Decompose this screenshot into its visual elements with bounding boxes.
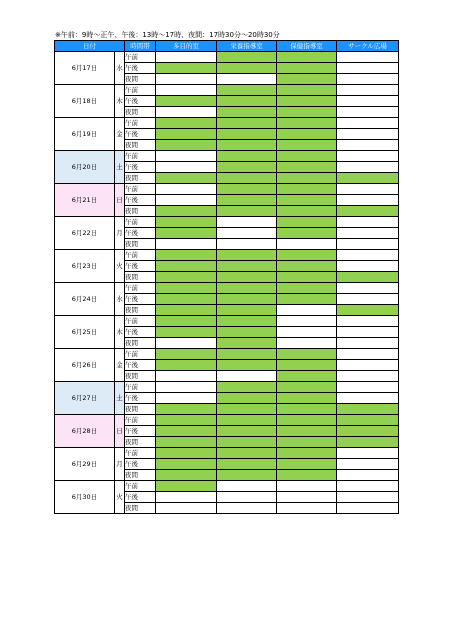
availability-cell-health: [277, 129, 337, 140]
availability-cell-multipurpose: [156, 316, 217, 327]
date-cell: 6月27日: [55, 382, 115, 415]
availability-cell-health: [277, 52, 337, 63]
time-slot-cell: 午後: [125, 96, 156, 107]
availability-cell-nutrition: [217, 415, 277, 426]
availability-cell-multipurpose: [156, 481, 217, 492]
availability-cell-circle: [337, 382, 399, 393]
date-cell: 6月18日: [55, 85, 115, 118]
availability-cell-health: [277, 272, 337, 283]
availability-cell-circle: [337, 184, 399, 195]
time-slot-cell: 午前: [125, 151, 156, 162]
availability-cell-nutrition: [217, 338, 277, 349]
time-slot-cell: 午後: [125, 360, 156, 371]
date-cell: 6月21日: [55, 184, 115, 217]
table-row: [55, 349, 399, 360]
header-time-slot: 時間帯: [125, 41, 156, 52]
availability-cell-multipurpose: [156, 349, 217, 360]
availability-cell-nutrition: [217, 162, 277, 173]
time-slot-cell: 午前: [125, 52, 156, 63]
time-slot-cell: 午後: [125, 294, 156, 305]
time-slot-cell: 午前: [125, 481, 156, 492]
time-slot-cell: 午後: [125, 327, 156, 338]
availability-cell-multipurpose: [156, 206, 217, 217]
availability-cell-multipurpose: [156, 140, 217, 151]
availability-cell-health: [277, 261, 337, 272]
availability-cell-nutrition: [217, 151, 277, 162]
availability-cell-health: [277, 162, 337, 173]
header-date: 日付: [55, 41, 125, 52]
time-slot-cell: 夜間: [125, 404, 156, 415]
time-slot-cell: 午後: [125, 228, 156, 239]
availability-cell-nutrition: [217, 426, 277, 437]
date-cell: 6月28日: [55, 415, 115, 448]
availability-cell-nutrition: [217, 173, 277, 184]
availability-cell-circle: [337, 371, 399, 382]
weekday-cell: 木: [115, 85, 125, 118]
availability-cell-nutrition: [217, 63, 277, 74]
header-room-health: 保健指導室: [277, 41, 337, 52]
date-cell: 6月24日: [55, 283, 115, 316]
availability-cell-circle: [337, 316, 399, 327]
availability-cell-circle: [337, 349, 399, 360]
availability-cell-health: [277, 63, 337, 74]
table-row: [55, 118, 399, 129]
time-slot-cell: 午前: [125, 415, 156, 426]
availability-cell-multipurpose: [156, 151, 217, 162]
time-slot-cell: 夜間: [125, 338, 156, 349]
table-row: [55, 382, 399, 393]
availability-cell-multipurpose: [156, 283, 217, 294]
availability-cell-multipurpose: [156, 107, 217, 118]
weekday-cell: 土: [115, 382, 125, 415]
time-slot-cell: 午後: [125, 129, 156, 140]
date-cell: 6月25日: [55, 316, 115, 349]
availability-cell-multipurpose: [156, 272, 217, 283]
availability-cell-nutrition: [217, 492, 277, 503]
availability-cell-health: [277, 305, 337, 316]
availability-cell-circle: [337, 338, 399, 349]
availability-cell-circle: [337, 195, 399, 206]
availability-cell-health: [277, 415, 337, 426]
availability-cell-nutrition: [217, 448, 277, 459]
time-slot-cell: 夜間: [125, 503, 156, 514]
availability-cell-circle: [337, 107, 399, 118]
time-slot-cell: 夜間: [125, 173, 156, 184]
time-slot-cell: 午前: [125, 184, 156, 195]
availability-cell-health: [277, 85, 337, 96]
weekday-cell: 土: [115, 151, 125, 184]
weekday-cell: 日: [115, 415, 125, 448]
time-slot-cell: 午前: [125, 448, 156, 459]
weekday-cell: 金: [115, 118, 125, 151]
availability-cell-circle: [337, 151, 399, 162]
availability-cell-health: [277, 96, 337, 107]
availability-cell-nutrition: [217, 140, 277, 151]
availability-cell-health: [277, 360, 337, 371]
availability-cell-nutrition: [217, 239, 277, 250]
availability-cell-nutrition: [217, 217, 277, 228]
availability-cell-circle: [337, 96, 399, 107]
availability-cell-health: [277, 206, 337, 217]
availability-cell-circle: [337, 492, 399, 503]
header-row: [55, 41, 399, 52]
availability-cell-circle: [337, 272, 399, 283]
availability-cell-health: [277, 371, 337, 382]
time-slot-cell: 午前: [125, 349, 156, 360]
availability-cell-multipurpose: [156, 85, 217, 96]
time-slot-note: ※午前：9時〜正午、午後：13時〜17時、夜間：17時30分〜20時30分: [55, 31, 280, 39]
availability-cell-nutrition: [217, 206, 277, 217]
availability-cell-multipurpose: [156, 173, 217, 184]
availability-cell-multipurpose: [156, 371, 217, 382]
availability-cell-health: [277, 195, 337, 206]
table-row: [55, 283, 399, 294]
availability-cell-health: [277, 349, 337, 360]
availability-cell-circle: [337, 305, 399, 316]
availability-cell-circle: [337, 448, 399, 459]
date-cell: 6月30日: [55, 481, 115, 514]
availability-cell-nutrition: [217, 382, 277, 393]
availability-cell-circle: [337, 327, 399, 338]
availability-cell-multipurpose: [156, 294, 217, 305]
header-room-multipurpose: 多目的室: [156, 41, 217, 52]
availability-cell-nutrition: [217, 503, 277, 514]
availability-cell-nutrition: [217, 250, 277, 261]
availability-cell-nutrition: [217, 437, 277, 448]
availability-cell-nutrition: [217, 371, 277, 382]
availability-cell-health: [277, 184, 337, 195]
availability-cell-circle: [337, 426, 399, 437]
availability-cell-nutrition: [217, 404, 277, 415]
availability-cell-multipurpose: [156, 217, 217, 228]
availability-cell-health: [277, 173, 337, 184]
time-slot-cell: 午前: [125, 382, 156, 393]
availability-cell-health: [277, 426, 337, 437]
table-row: [55, 217, 399, 228]
availability-cell-health: [277, 393, 337, 404]
availability-cell-multipurpose: [156, 393, 217, 404]
table-row: [55, 184, 399, 195]
availability-cell-circle: [337, 250, 399, 261]
availability-cell-circle: [337, 415, 399, 426]
availability-cell-multipurpose: [156, 492, 217, 503]
weekday-cell: 水: [115, 52, 125, 85]
availability-cell-multipurpose: [156, 448, 217, 459]
availability-cell-circle: [337, 52, 399, 63]
date-cell: 6月26日: [55, 349, 115, 382]
availability-cell-circle: [337, 217, 399, 228]
table-row: [55, 151, 399, 162]
time-slot-cell: 午前: [125, 118, 156, 129]
availability-cell-multipurpose: [156, 426, 217, 437]
weekday-cell: 日: [115, 184, 125, 217]
table-row: [55, 316, 399, 327]
availability-cell-health: [277, 503, 337, 514]
availability-cell-nutrition: [217, 481, 277, 492]
availability-cell-multipurpose: [156, 470, 217, 481]
availability-cell-health: [277, 481, 337, 492]
availability-cell-circle: [337, 129, 399, 140]
availability-cell-nutrition: [217, 118, 277, 129]
availability-cell-multipurpose: [156, 52, 217, 63]
availability-cell-nutrition: [217, 360, 277, 371]
availability-cell-nutrition: [217, 52, 277, 63]
availability-cell-nutrition: [217, 305, 277, 316]
time-slot-cell: 午後: [125, 459, 156, 470]
availability-cell-multipurpose: [156, 503, 217, 514]
weekday-cell: 火: [115, 250, 125, 283]
availability-cell-multipurpose: [156, 74, 217, 85]
time-slot-cell: 午前: [125, 85, 156, 96]
availability-cell-nutrition: [217, 195, 277, 206]
availability-cell-health: [277, 74, 337, 85]
time-slot-cell: 午前: [125, 283, 156, 294]
schedule-table: [54, 40, 399, 514]
availability-cell-circle: [337, 294, 399, 305]
availability-cell-health: [277, 239, 337, 250]
weekday-cell: 水: [115, 283, 125, 316]
availability-cell-health: [277, 470, 337, 481]
availability-cell-nutrition: [217, 261, 277, 272]
availability-cell-nutrition: [217, 393, 277, 404]
weekday-cell: 月: [115, 448, 125, 481]
time-slot-cell: 夜間: [125, 107, 156, 118]
time-slot-cell: 夜間: [125, 470, 156, 481]
table-row: [55, 250, 399, 261]
availability-cell-health: [277, 283, 337, 294]
availability-cell-health: [277, 228, 337, 239]
header-room-nutrition: 栄養指導室: [217, 41, 277, 52]
weekday-cell: 火: [115, 481, 125, 514]
availability-cell-health: [277, 338, 337, 349]
availability-cell-health: [277, 404, 337, 415]
availability-cell-health: [277, 492, 337, 503]
availability-cell-nutrition: [217, 107, 277, 118]
availability-cell-circle: [337, 404, 399, 415]
availability-cell-health: [277, 107, 337, 118]
time-slot-cell: 夜間: [125, 239, 156, 250]
availability-cell-circle: [337, 360, 399, 371]
time-slot-cell: 夜間: [125, 305, 156, 316]
availability-cell-nutrition: [217, 470, 277, 481]
availability-cell-circle: [337, 459, 399, 470]
table-row: [55, 85, 399, 96]
weekday-cell: 金: [115, 349, 125, 382]
availability-cell-circle: [337, 140, 399, 151]
availability-cell-multipurpose: [156, 459, 217, 470]
availability-cell-health: [277, 250, 337, 261]
availability-cell-circle: [337, 118, 399, 129]
availability-cell-multipurpose: [156, 239, 217, 250]
availability-cell-multipurpose: [156, 118, 217, 129]
time-slot-cell: 午後: [125, 393, 156, 404]
availability-cell-nutrition: [217, 74, 277, 85]
availability-cell-multipurpose: [156, 437, 217, 448]
date-cell: 6月20日: [55, 151, 115, 184]
time-slot-cell: 午前: [125, 316, 156, 327]
availability-cell-nutrition: [217, 283, 277, 294]
availability-cell-circle: [337, 228, 399, 239]
availability-cell-circle: [337, 261, 399, 272]
date-cell: 6月17日: [55, 52, 115, 85]
availability-cell-health: [277, 459, 337, 470]
weekday-cell: 木: [115, 316, 125, 349]
availability-cell-multipurpose: [156, 404, 217, 415]
availability-cell-multipurpose: [156, 195, 217, 206]
availability-cell-health: [277, 382, 337, 393]
availability-cell-circle: [337, 239, 399, 250]
availability-cell-health: [277, 448, 337, 459]
availability-cell-health: [277, 140, 337, 151]
table-row: [55, 52, 399, 63]
availability-cell-circle: [337, 283, 399, 294]
availability-cell-multipurpose: [156, 129, 217, 140]
availability-cell-multipurpose: [156, 327, 217, 338]
availability-cell-multipurpose: [156, 382, 217, 393]
time-slot-cell: 夜間: [125, 74, 156, 85]
availability-cell-health: [277, 327, 337, 338]
availability-cell-multipurpose: [156, 228, 217, 239]
availability-cell-nutrition: [217, 228, 277, 239]
availability-cell-nutrition: [217, 129, 277, 140]
availability-cell-nutrition: [217, 349, 277, 360]
availability-cell-nutrition: [217, 184, 277, 195]
time-slot-cell: 午後: [125, 162, 156, 173]
time-slot-cell: 午後: [125, 261, 156, 272]
availability-cell-multipurpose: [156, 96, 217, 107]
availability-cell-nutrition: [217, 459, 277, 470]
availability-cell-health: [277, 217, 337, 228]
header-room-circle: サークル広場: [337, 41, 399, 52]
date-cell: 6月19日: [55, 118, 115, 151]
availability-cell-multipurpose: [156, 63, 217, 74]
availability-cell-circle: [337, 173, 399, 184]
weekday-cell: 月: [115, 217, 125, 250]
availability-cell-circle: [337, 206, 399, 217]
availability-cell-circle: [337, 503, 399, 514]
availability-cell-multipurpose: [156, 415, 217, 426]
date-cell: 6月22日: [55, 217, 115, 250]
time-slot-cell: 夜間: [125, 437, 156, 448]
availability-cell-multipurpose: [156, 360, 217, 371]
availability-cell-health: [277, 437, 337, 448]
time-slot-cell: 夜間: [125, 206, 156, 217]
table-row: [55, 415, 399, 426]
availability-cell-circle: [337, 481, 399, 492]
availability-cell-circle: [337, 393, 399, 404]
table-row: [55, 481, 399, 492]
availability-cell-circle: [337, 74, 399, 85]
table-row: [55, 448, 399, 459]
availability-cell-nutrition: [217, 272, 277, 283]
availability-cell-multipurpose: [156, 305, 217, 316]
availability-cell-nutrition: [217, 294, 277, 305]
availability-cell-health: [277, 151, 337, 162]
availability-cell-circle: [337, 470, 399, 481]
time-slot-cell: 午後: [125, 492, 156, 503]
availability-cell-nutrition: [217, 96, 277, 107]
availability-cell-nutrition: [217, 85, 277, 96]
date-cell: 6月29日: [55, 448, 115, 481]
availability-cell-multipurpose: [156, 261, 217, 272]
availability-cell-multipurpose: [156, 184, 217, 195]
time-slot-cell: 午後: [125, 426, 156, 437]
availability-cell-circle: [337, 63, 399, 74]
availability-cell-circle: [337, 162, 399, 173]
availability-cell-health: [277, 316, 337, 327]
time-slot-cell: 午前: [125, 217, 156, 228]
availability-cell-multipurpose: [156, 250, 217, 261]
availability-cell-nutrition: [217, 316, 277, 327]
availability-cell-health: [277, 118, 337, 129]
availability-cell-circle: [337, 437, 399, 448]
time-slot-cell: 午後: [125, 63, 156, 74]
time-slot-cell: 夜間: [125, 140, 156, 151]
availability-cell-multipurpose: [156, 162, 217, 173]
availability-cell-circle: [337, 85, 399, 96]
time-slot-cell: 午前: [125, 250, 156, 261]
time-slot-cell: 夜間: [125, 272, 156, 283]
date-cell: 6月23日: [55, 250, 115, 283]
availability-cell-health: [277, 294, 337, 305]
time-slot-cell: 夜間: [125, 371, 156, 382]
availability-cell-multipurpose: [156, 338, 217, 349]
time-slot-cell: 午後: [125, 195, 156, 206]
availability-cell-nutrition: [217, 327, 277, 338]
